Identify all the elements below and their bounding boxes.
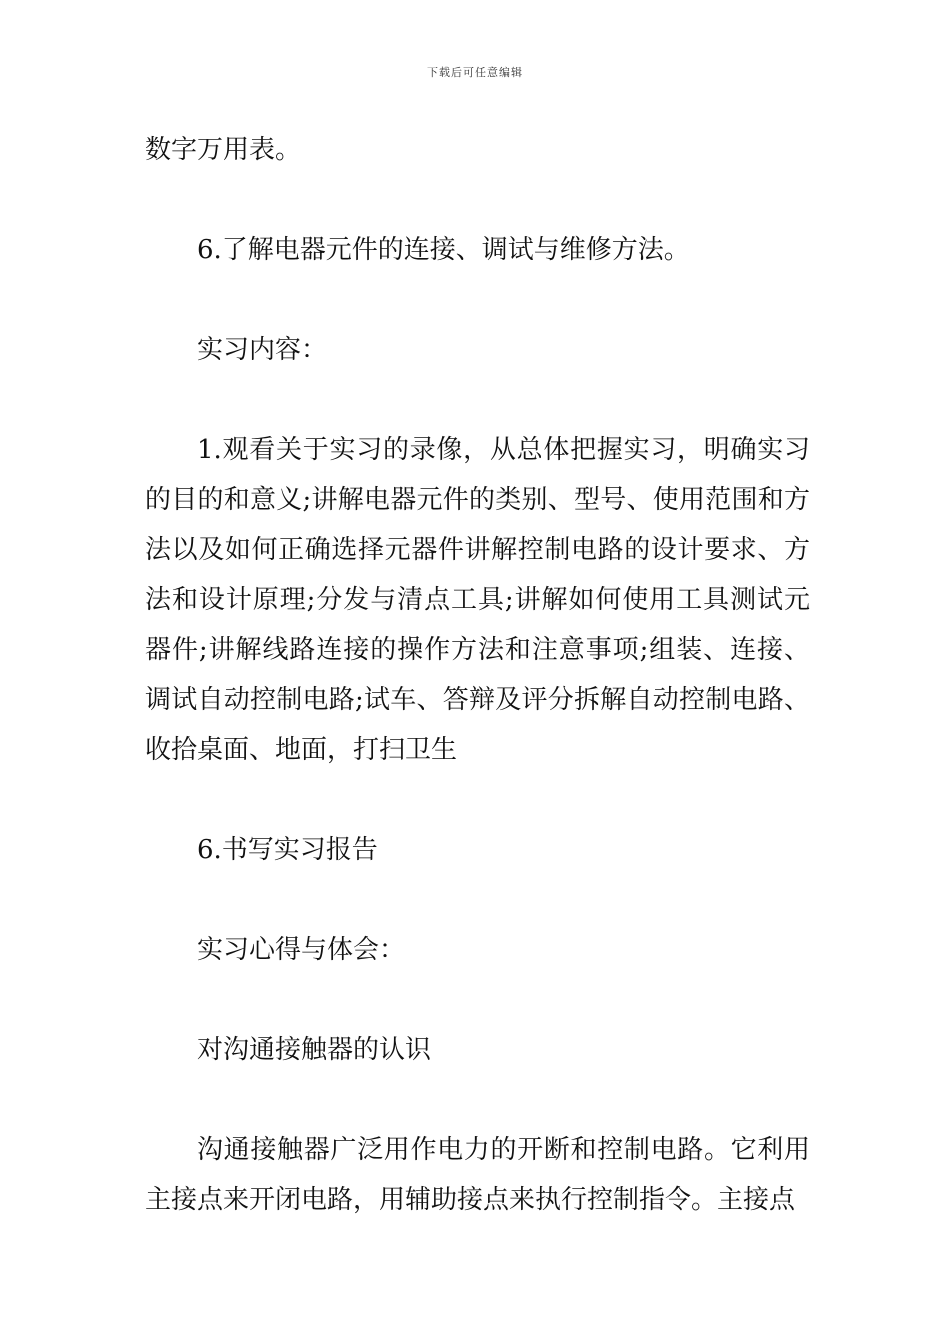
paragraph-item-6-understand: 6.了解电器元件的连接、调试与维修方法。 — [197, 235, 690, 265]
section-heading-content: 实习内容： — [197, 335, 328, 365]
paragraph-item-1-content: 1.观看关于实习的录像，从总体把握实习，明确实习的目的和意义;讲解电器元件的类别、型号、使用范围和方法以及如何正确选择元器件讲解控制电路的设计要求、方法和设计原理;分发与清点工具;讲解如何使用工具测试元器件;讲解线路连接的操作方法和注意事项;组装、连接、调试自动控制电路;试车、答辩及评分拆解自动控制电路、收拾桌面、地面，打扫卫生 — [145, 435, 810, 765]
subheading-contactor: 对沟通接触器的认识 — [197, 1035, 432, 1065]
paragraph-item-6-report: 6.书写实习报告 — [197, 835, 378, 865]
document-body — [145, 125, 810, 1225]
paragraph-continuation: 数字万用表。 — [145, 135, 302, 165]
page-header: 下载后可任意编辑 — [427, 66, 523, 79]
section-heading-experience: 实习心得与体会： — [197, 935, 406, 965]
paragraph-contactor-body: 沟通接触器广泛用作电力的开断和控制电路。它利用主接点来开闭电路，用辅助接点来执行控制指令。主接点 — [145, 1135, 810, 1215]
